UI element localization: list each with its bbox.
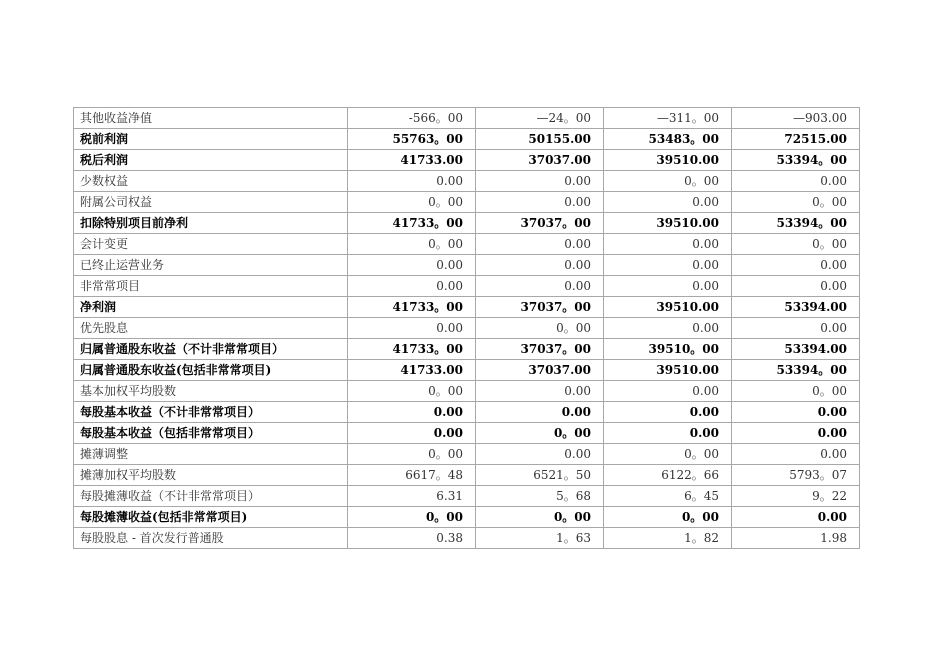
- value-cell: 6.31: [348, 486, 476, 507]
- value-cell: 41733。00: [348, 339, 476, 360]
- value-cell: 0.00: [348, 276, 476, 297]
- table-row: [74, 297, 860, 318]
- value-cell: 41733.00: [348, 360, 476, 381]
- value-cell: 39510.00: [604, 150, 732, 171]
- value-cell: 0。00: [476, 318, 604, 339]
- table-row: [74, 360, 860, 381]
- table-row: [74, 444, 860, 465]
- value-cell: 0.00: [732, 402, 860, 423]
- value-cell: 55763。00: [348, 129, 476, 150]
- value-cell: 0.00: [732, 318, 860, 339]
- row-label: 净利润: [74, 297, 348, 318]
- row-label: 其他收益净值: [74, 108, 348, 129]
- row-label: 税前利润: [74, 129, 348, 150]
- value-cell: —311。00: [604, 108, 732, 129]
- value-cell: 5793。07: [732, 465, 860, 486]
- value-cell: 0.00: [732, 507, 860, 528]
- value-cell: 0.00: [348, 423, 476, 444]
- value-cell: 0.00: [348, 171, 476, 192]
- value-cell: 6122。66: [604, 465, 732, 486]
- value-cell: 0。00: [476, 507, 604, 528]
- value-cell: 39510。00: [604, 339, 732, 360]
- value-cell: 37037。00: [476, 297, 604, 318]
- value-cell: 0.00: [476, 402, 604, 423]
- table-row: [74, 171, 860, 192]
- financial-statement-sheet: [73, 107, 860, 549]
- value-cell: 0。00: [732, 234, 860, 255]
- value-cell: 0.00: [604, 255, 732, 276]
- row-label: 优先股息: [74, 318, 348, 339]
- table-row: [74, 339, 860, 360]
- value-cell: 0.00: [476, 381, 604, 402]
- value-cell: 39510.00: [604, 360, 732, 381]
- value-cell: 37037.00: [476, 360, 604, 381]
- value-cell: 1。63: [476, 528, 604, 549]
- value-cell: 9。22: [732, 486, 860, 507]
- value-cell: 0.38: [348, 528, 476, 549]
- row-label: 非常常项目: [74, 276, 348, 297]
- value-cell: —24。00: [476, 108, 604, 129]
- value-cell: 0。00: [348, 507, 476, 528]
- row-label: 每股摊薄收益(包括非常常项目): [74, 507, 348, 528]
- table-row: [74, 507, 860, 528]
- value-cell: 0.00: [348, 402, 476, 423]
- value-cell: 0。00: [348, 234, 476, 255]
- value-cell: 37037。00: [476, 213, 604, 234]
- value-cell: 0。00: [604, 171, 732, 192]
- value-cell: 1.98: [732, 528, 860, 549]
- value-cell: 0.00: [476, 234, 604, 255]
- row-label: 每股摊薄收益（不计非常常项目）: [74, 486, 348, 507]
- row-label: 归属普通股东收益（不计非常常项目）: [74, 339, 348, 360]
- value-cell: 53483。00: [604, 129, 732, 150]
- value-cell: 0.00: [604, 276, 732, 297]
- value-cell: 0。00: [732, 381, 860, 402]
- value-cell: 0。00: [604, 507, 732, 528]
- value-cell: 41733。00: [348, 297, 476, 318]
- value-cell: 53394.00: [732, 297, 860, 318]
- table-row: [74, 402, 860, 423]
- value-cell: 0.00: [476, 192, 604, 213]
- row-label: 摊薄加权平均股数: [74, 465, 348, 486]
- value-cell: 0.00: [604, 402, 732, 423]
- row-label: 每股基本收益（不计非常常项目）: [74, 402, 348, 423]
- value-cell: 0.00: [604, 423, 732, 444]
- value-cell: 6521。50: [476, 465, 604, 486]
- row-label: 已终止运营业务: [74, 255, 348, 276]
- value-cell: 0.00: [476, 444, 604, 465]
- value-cell: 0。00: [348, 381, 476, 402]
- value-cell: 53394。00: [732, 150, 860, 171]
- value-cell: —903.00: [732, 108, 860, 129]
- value-cell: 39510.00: [604, 213, 732, 234]
- table-row: [74, 381, 860, 402]
- table-row: [74, 423, 860, 444]
- table-row: [74, 150, 860, 171]
- value-cell: 0.00: [604, 192, 732, 213]
- value-cell: 53394。00: [732, 213, 860, 234]
- value-cell: 0。00: [604, 444, 732, 465]
- row-label: 扣除特别项目前净利: [74, 213, 348, 234]
- value-cell: 0.00: [732, 255, 860, 276]
- table-row: [74, 234, 860, 255]
- table-row: [74, 108, 860, 129]
- row-label: 每股基本收益（包括非常常项目）: [74, 423, 348, 444]
- value-cell: 53394.00: [732, 339, 860, 360]
- value-cell: 39510.00: [604, 297, 732, 318]
- value-cell: 6617。48: [348, 465, 476, 486]
- value-cell: 0.00: [604, 318, 732, 339]
- table-row: [74, 192, 860, 213]
- value-cell: 41733。00: [348, 213, 476, 234]
- table-row: [74, 318, 860, 339]
- table-row: [74, 213, 860, 234]
- value-cell: 50155.00: [476, 129, 604, 150]
- row-label: 每股股息 - 首次发行普通股: [74, 528, 348, 549]
- value-cell: 0。00: [348, 444, 476, 465]
- value-cell: 0.00: [348, 255, 476, 276]
- value-cell: 0.00: [732, 171, 860, 192]
- value-cell: 0.00: [604, 381, 732, 402]
- row-label: 摊薄调整: [74, 444, 348, 465]
- value-cell: 37037。00: [476, 339, 604, 360]
- table-row: [74, 486, 860, 507]
- table-row: [74, 465, 860, 486]
- value-cell: 0。00: [476, 423, 604, 444]
- value-cell: 0.00: [476, 255, 604, 276]
- value-cell: -566。00: [348, 108, 476, 129]
- income-statement-table: [73, 107, 860, 549]
- value-cell: 53394。00: [732, 360, 860, 381]
- table-row: [74, 255, 860, 276]
- value-cell: 72515.00: [732, 129, 860, 150]
- table-row: [74, 129, 860, 150]
- value-cell: 0.00: [732, 444, 860, 465]
- row-label: 税后利润: [74, 150, 348, 171]
- value-cell: 1。82: [604, 528, 732, 549]
- value-cell: 0.00: [348, 318, 476, 339]
- value-cell: 0。00: [732, 192, 860, 213]
- row-label: 归属普通股东收益(包括非常常项目): [74, 360, 348, 381]
- row-label: 少数权益: [74, 171, 348, 192]
- value-cell: 0.00: [476, 171, 604, 192]
- value-cell: 0。00: [348, 192, 476, 213]
- value-cell: 0.00: [732, 423, 860, 444]
- value-cell: 6。45: [604, 486, 732, 507]
- value-cell: 0.00: [476, 276, 604, 297]
- value-cell: 5。68: [476, 486, 604, 507]
- table-row: [74, 276, 860, 297]
- row-label: 基本加权平均股数: [74, 381, 348, 402]
- value-cell: 37037.00: [476, 150, 604, 171]
- table-body: [74, 108, 860, 549]
- row-label: 会计变更: [74, 234, 348, 255]
- row-label: 附属公司权益: [74, 192, 348, 213]
- value-cell: 41733.00: [348, 150, 476, 171]
- value-cell: 0.00: [732, 276, 860, 297]
- value-cell: 0.00: [604, 234, 732, 255]
- table-row: [74, 528, 860, 549]
